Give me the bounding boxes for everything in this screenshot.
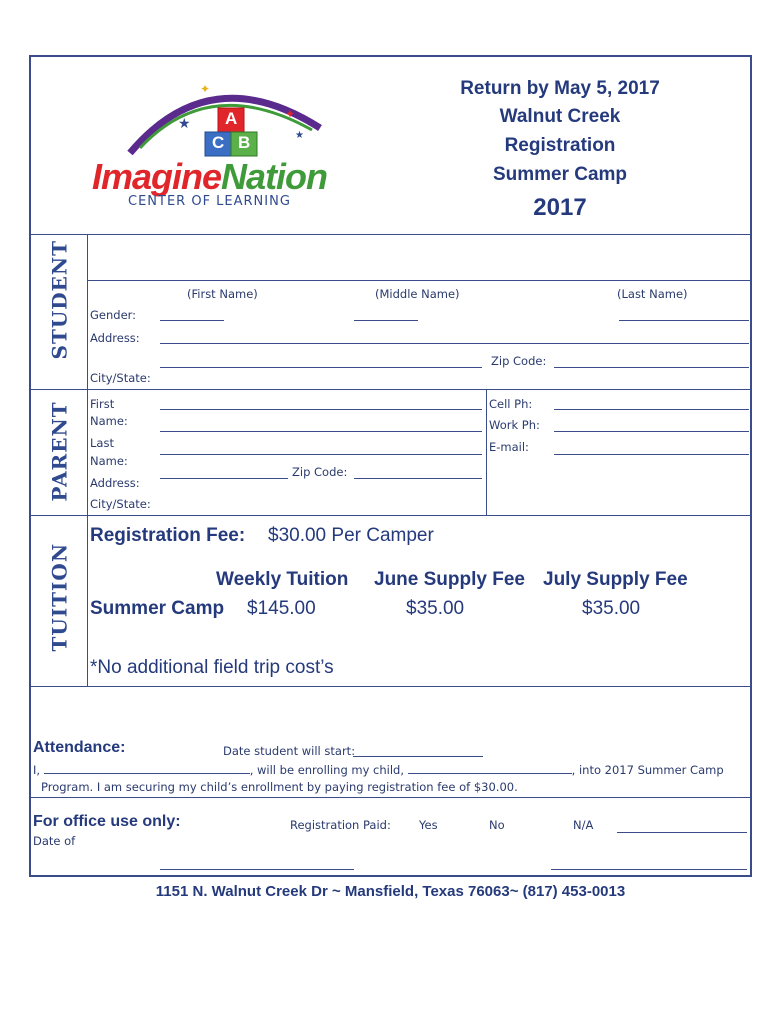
statement-enrolling: , will be enrolling my child, xyxy=(249,763,408,777)
svg-text:★: ★ xyxy=(295,130,304,141)
logo-block-c: C xyxy=(212,133,225,152)
parent-address-label: Address: xyxy=(90,476,140,490)
logo-word-imagine: Imagine xyxy=(92,156,222,197)
parent-first-label: First xyxy=(90,397,115,411)
divider-tuition-attendance xyxy=(29,686,752,687)
location: Walnut Creek xyxy=(499,106,621,127)
registration-paid-label: Registration Paid: xyxy=(290,818,391,832)
email-label: E-mail: xyxy=(489,440,529,454)
field-trip-note: *No additional field trip cost’s xyxy=(90,657,334,678)
section-label-parent: PARENT xyxy=(47,401,72,502)
student-zip-field[interactable] xyxy=(554,367,749,368)
attendance-statement-line2: Program. I am securing my child’s enrollment by paying registration fee of $30.00. xyxy=(41,780,518,794)
cell-phone-label: Cell Ph: xyxy=(489,397,533,411)
office-date-field[interactable] xyxy=(160,869,354,870)
attendance-label: Attendance: xyxy=(33,739,126,756)
student-name-line[interactable] xyxy=(88,280,751,281)
parent-last-name-field[interactable] xyxy=(160,454,482,455)
divider-student-parent xyxy=(29,389,752,390)
divider-parent-tuition xyxy=(29,515,752,516)
office-use-label: For office use only: xyxy=(33,813,181,830)
svg-text:✦: ✦ xyxy=(200,82,211,96)
divider-attendance-office xyxy=(29,797,752,798)
student-city-state-label: City/State: xyxy=(90,371,151,385)
section-label-student: STUDENT xyxy=(47,239,72,360)
july-supply-value: $35.00 xyxy=(582,598,641,619)
gender-field-3[interactable] xyxy=(619,320,749,321)
parent-address-field[interactable] xyxy=(160,478,288,479)
statement-into-camp: , into 2017 Summer Camp xyxy=(571,763,724,777)
gender-label: Gender: xyxy=(90,308,137,322)
gender-field-1[interactable] xyxy=(160,320,224,321)
email-field[interactable] xyxy=(554,454,749,455)
logo-block-b: B xyxy=(238,133,251,152)
june-supply-header: June Supply Fee xyxy=(374,569,525,590)
divider-parent-columns xyxy=(486,389,487,515)
parent-first-name-field-2[interactable] xyxy=(160,431,482,432)
cell-phone-field[interactable] xyxy=(554,409,749,410)
middle-name-caption: (Middle Name) xyxy=(375,287,460,301)
student-address-label: Address: xyxy=(90,331,140,345)
student-address-field[interactable] xyxy=(160,343,749,344)
statement-i: I, xyxy=(33,763,44,777)
return-by-date: Return by May 5, 2017 xyxy=(460,78,660,99)
logo-subtitle: CENTER OF LEARNING xyxy=(128,194,291,209)
parent-zip-label: Zip Code: xyxy=(292,465,348,479)
option-na[interactable]: N/A xyxy=(573,818,594,832)
svg-text:✦: ✦ xyxy=(285,107,296,121)
june-supply-value: $35.00 xyxy=(406,598,465,619)
parent-signature-name-field[interactable] xyxy=(44,762,250,774)
parent-last-label: Last xyxy=(90,436,114,450)
date-start-label: Date student will start: xyxy=(223,744,356,758)
last-name-caption: (Last Name) xyxy=(617,287,688,301)
divider-header xyxy=(29,234,752,235)
option-yes[interactable]: Yes xyxy=(419,818,438,832)
summer-camp-label: Summer Camp xyxy=(90,598,225,619)
parent-first-name-field-1[interactable] xyxy=(160,409,482,410)
parent-zip-field[interactable] xyxy=(354,478,482,479)
registration-fee-label: Registration Fee: xyxy=(90,525,246,546)
office-amount-field[interactable] xyxy=(617,832,747,833)
date-of-label: Date of xyxy=(33,834,76,848)
section-label-tuition: TUITION xyxy=(47,542,72,652)
logo-word-nation: Nation xyxy=(221,156,328,197)
svg-text:★: ★ xyxy=(178,116,191,132)
parent-first-name-label: Name: xyxy=(90,414,128,428)
parent-last-name-label: Name: xyxy=(90,454,128,468)
parent-city-state-label: City/State: xyxy=(90,497,151,511)
student-city-field[interactable] xyxy=(160,367,482,368)
first-name-caption: (First Name) xyxy=(187,287,258,301)
logo xyxy=(90,68,365,218)
weekly-tuition-value: $145.00 xyxy=(247,598,316,619)
child-name-field[interactable] xyxy=(408,762,572,774)
weekly-tuition-header: Weekly Tuition xyxy=(216,569,349,590)
july-supply-header: July Supply Fee xyxy=(543,569,688,590)
gender-field-2[interactable] xyxy=(354,320,418,321)
program-title: Summer Camp xyxy=(492,164,628,185)
year: 2017 xyxy=(533,194,587,221)
option-no[interactable]: No xyxy=(489,818,505,832)
office-signature-field[interactable] xyxy=(551,869,747,870)
attendance-statement-line1 xyxy=(33,762,724,777)
divider-label-column xyxy=(87,234,88,687)
footer-address: 1151 N. Walnut Creek Dr ~ Mansfield, Texas 76063~ (817) 453-0013 xyxy=(155,883,626,900)
date-start-field[interactable] xyxy=(353,756,483,757)
registration-title: Registration xyxy=(504,135,616,156)
work-phone-field[interactable] xyxy=(554,431,749,432)
student-zip-label: Zip Code: xyxy=(491,354,547,368)
registration-fee-value: $30.00 Per Camper xyxy=(268,525,434,546)
logo-wordmark xyxy=(92,156,327,198)
logo-block-a: A xyxy=(225,109,238,128)
work-phone-label: Work Ph: xyxy=(489,418,540,432)
